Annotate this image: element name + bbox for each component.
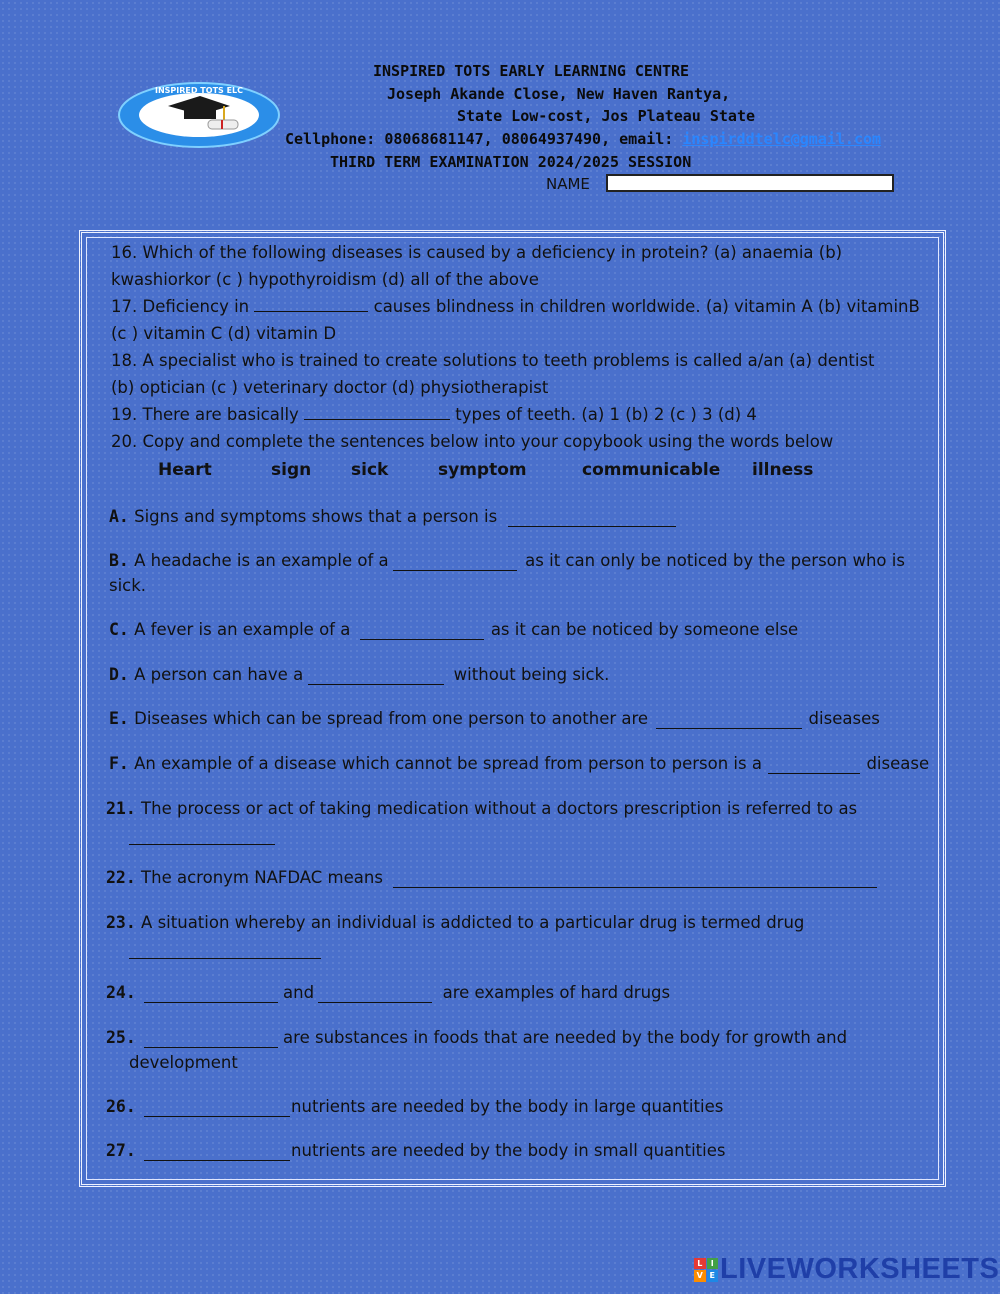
word-bank-illness: illness <box>752 460 814 480</box>
question-19 <box>111 405 757 424</box>
mark-i: I <box>707 1258 719 1270</box>
q24-mid: and <box>277 983 320 1002</box>
sentence-b-text-1: A headache is an example of a <box>134 551 394 570</box>
question-22 <box>106 868 383 887</box>
sentence-b-text-2: as it can only be noticed by the person who is <box>519 551 905 570</box>
question-25-line-2: development <box>129 1053 238 1072</box>
q17-blank <box>254 297 368 312</box>
school-name: INSPIRED TOTS EARLY LEARNING CENTRE <box>373 62 690 80</box>
question-17-line-1 <box>111 297 920 316</box>
question-18-line-2: (b) optician (c ) veterinary doctor (d) physiotherapist <box>111 378 549 397</box>
q21-num: 21. <box>106 799 136 818</box>
mark-v: V <box>694 1270 706 1282</box>
school-logo <box>118 82 281 148</box>
word-bank-sign: sign <box>271 460 312 480</box>
sentence-b-line-2: sick. <box>109 576 147 595</box>
q27-num: 27. <box>106 1141 136 1160</box>
answer-c-input[interactable] <box>360 623 484 640</box>
liveworksheets-logo[interactable] <box>694 1253 999 1286</box>
answer-d-input[interactable] <box>308 668 444 685</box>
answer-24a-input[interactable] <box>144 986 278 1003</box>
address-line-1: Joseph Akande Close, New Haven Rantya, <box>387 85 731 103</box>
liveworksheets-mark-icon <box>694 1258 718 1282</box>
sentence-b-num: B. <box>109 551 129 570</box>
answer-27-input[interactable] <box>144 1144 290 1161</box>
q23-num: 23. <box>106 913 136 932</box>
q17-text-a: 17. Deficiency in <box>111 297 255 316</box>
word-bank-heart: Heart <box>158 460 212 480</box>
q25-text: are substances in foods that are needed by the body for growth and <box>277 1028 848 1047</box>
logo-text: INSPIRED TOTS ELC <box>154 86 244 95</box>
answer-b-input[interactable] <box>393 554 517 571</box>
sentence-e-text-1: Diseases which can be spread from one person to another are <box>134 709 654 728</box>
q25-num: 25. <box>106 1028 136 1047</box>
sentence-d-text-1: A person can have a <box>134 665 309 684</box>
sentence-f-text-2: disease <box>861 754 930 773</box>
question-17-line-2: (c ) vitamin C (d) vitamin D <box>111 324 337 343</box>
contact-line <box>285 130 881 148</box>
word-bank-symptom: symptom <box>438 460 527 480</box>
sentence-e-num: E. <box>109 709 129 728</box>
question-18-line-1: 18. A specialist who is trained to create solutions to teeth problems is called a/an (a) dentist <box>111 351 875 370</box>
q22-num: 22. <box>106 868 136 887</box>
answer-26-input[interactable] <box>144 1100 290 1117</box>
sentence-d-num: D. <box>109 665 129 684</box>
sentence-d-text-2: without being sick. <box>448 665 610 684</box>
sentence-a-num: A. <box>109 507 129 526</box>
word-bank-sick: sick <box>351 460 389 480</box>
sentence-f-text-1: An example of a disease which cannot be spread from person to person is a <box>134 754 768 773</box>
sentence-c-num: C. <box>109 620 129 639</box>
q21-text: The process or act of taking medication without a doctors prescription is referred to as <box>135 799 858 818</box>
address-line-2: State Low-cost, Jos Plateau State <box>457 107 756 125</box>
q19-blank <box>304 405 450 420</box>
q24-end: are examples of hard drugs <box>437 983 671 1002</box>
answer-a-input[interactable] <box>508 510 676 527</box>
q19-text-a: 19. There are basically <box>111 405 305 424</box>
sentence-a-text: Signs and symptoms shows that a person is <box>134 507 498 526</box>
q26-num: 26. <box>106 1097 136 1116</box>
question-20: 20. Copy and complete the sentences below into your copybook using the words below <box>111 432 834 451</box>
q27-text: nutrients are needed by the body in small quantities <box>285 1141 726 1160</box>
question-16-line-2: kwashiorkor (c ) hypothyroidism (d) all of the above <box>111 270 539 289</box>
answer-22-input[interactable] <box>393 871 877 888</box>
answer-f-input[interactable] <box>768 757 860 774</box>
q26-text: nutrients are needed by the body in large quantities <box>285 1097 724 1116</box>
question-21 <box>106 799 857 818</box>
sentence-e-text-2: diseases <box>803 709 880 728</box>
mark-e: E <box>707 1270 719 1282</box>
email-link[interactable]: inspirddtelc@gmail.com <box>682 130 882 148</box>
q23-text: A situation whereby an individual is addicted to a particular drug is termed drug <box>135 913 805 932</box>
answer-e-input[interactable] <box>656 712 802 729</box>
name-input[interactable] <box>606 174 894 192</box>
name-label: NAME <box>546 175 590 193</box>
answer-23-input[interactable] <box>129 942 321 959</box>
q17-text-b: causes blindness in children worldwide. (a) vitamin A (b) vitaminB <box>368 297 920 316</box>
sentence-a <box>109 507 497 526</box>
contact-text: Cellphone: 08068681147, 08064937490, email: <box>285 130 683 148</box>
answer-25-input[interactable] <box>144 1031 278 1048</box>
sentence-c-text-1: A fever is an example of a <box>134 620 356 639</box>
word-bank-communicable: communicable <box>582 460 721 480</box>
liveworksheets-text: LIVEWORKSHEETS <box>720 1253 1000 1285</box>
q22-text: The acronym NAFDAC means <box>135 868 383 887</box>
answer-24b-input[interactable] <box>318 986 432 1003</box>
q19-text-b: types of teeth. (a) 1 (b) 2 (c ) 3 (d) 4 <box>450 405 757 424</box>
question-16-line-1: 16. Which of the following diseases is caused by a deficiency in protein? (a) anaemia (b) <box>111 243 843 262</box>
sentence-f-num: F. <box>109 754 129 773</box>
exam-title: THIRD TERM EXAMINATION 2024/2025 SESSION <box>330 153 692 171</box>
sentence-c-text-2: as it can be noticed by someone else <box>485 620 799 639</box>
q24-num: 24. <box>106 983 136 1002</box>
mark-l: L <box>694 1258 706 1270</box>
question-23 <box>106 913 804 932</box>
answer-21-input[interactable] <box>129 828 275 845</box>
